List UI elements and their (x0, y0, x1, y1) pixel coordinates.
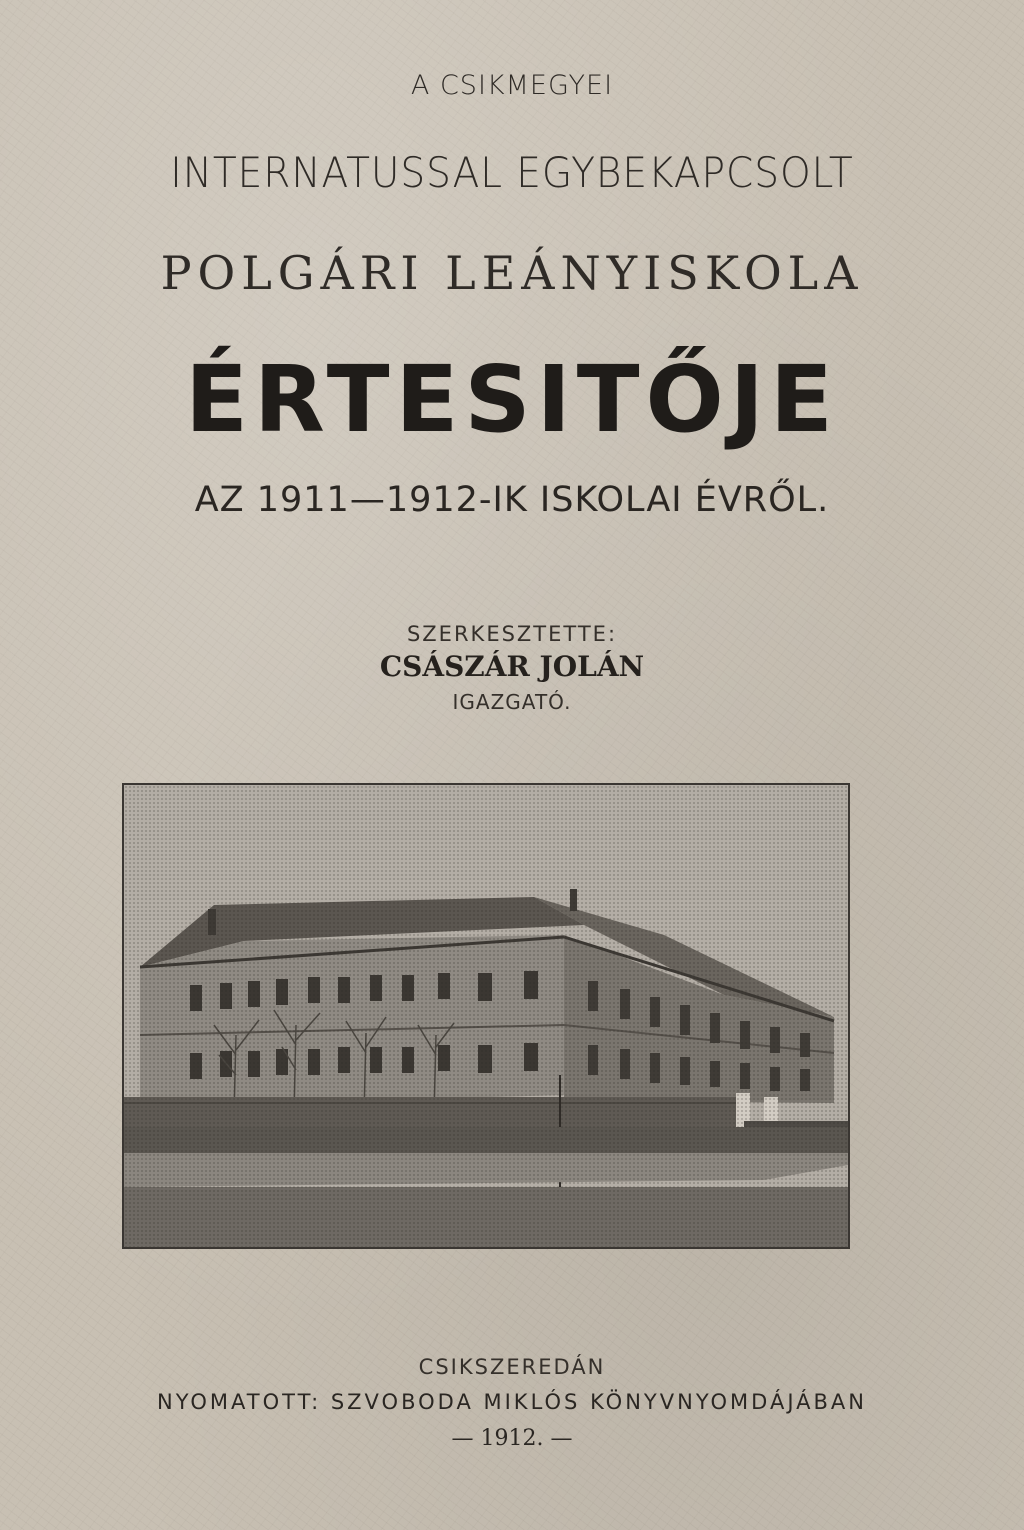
year-line: AZ 1911—1912-IK ISKOLAI ÉVRŐL. (194, 480, 830, 520)
school-building-photo (122, 783, 850, 1249)
subtitle-line: INTERNATUSSAL EGYBEKAPCSOLT (170, 148, 854, 197)
print-year: — 1912. — (451, 1426, 573, 1451)
printer-line: NYOMATOTT: SZVOBODA MIKLÓS KÖNYVNYOMDÁJÁBAN (156, 1390, 867, 1414)
editor-caption: SZERKESZTETTE: (406, 622, 618, 646)
school-building-illustration (124, 785, 848, 1247)
editor-name: CSÁSZÁR JOLÁN (379, 650, 645, 683)
school-line: POLGÁRI LEÁNYISKOLA (160, 246, 864, 300)
print-place: CSIKSZEREDÁN (418, 1355, 606, 1379)
county-line: A CSIKMEGYEI (410, 70, 614, 101)
main-title: ÉRTESITŐJE (185, 346, 839, 453)
editor-role: IGAZGATÓ. (452, 690, 572, 714)
